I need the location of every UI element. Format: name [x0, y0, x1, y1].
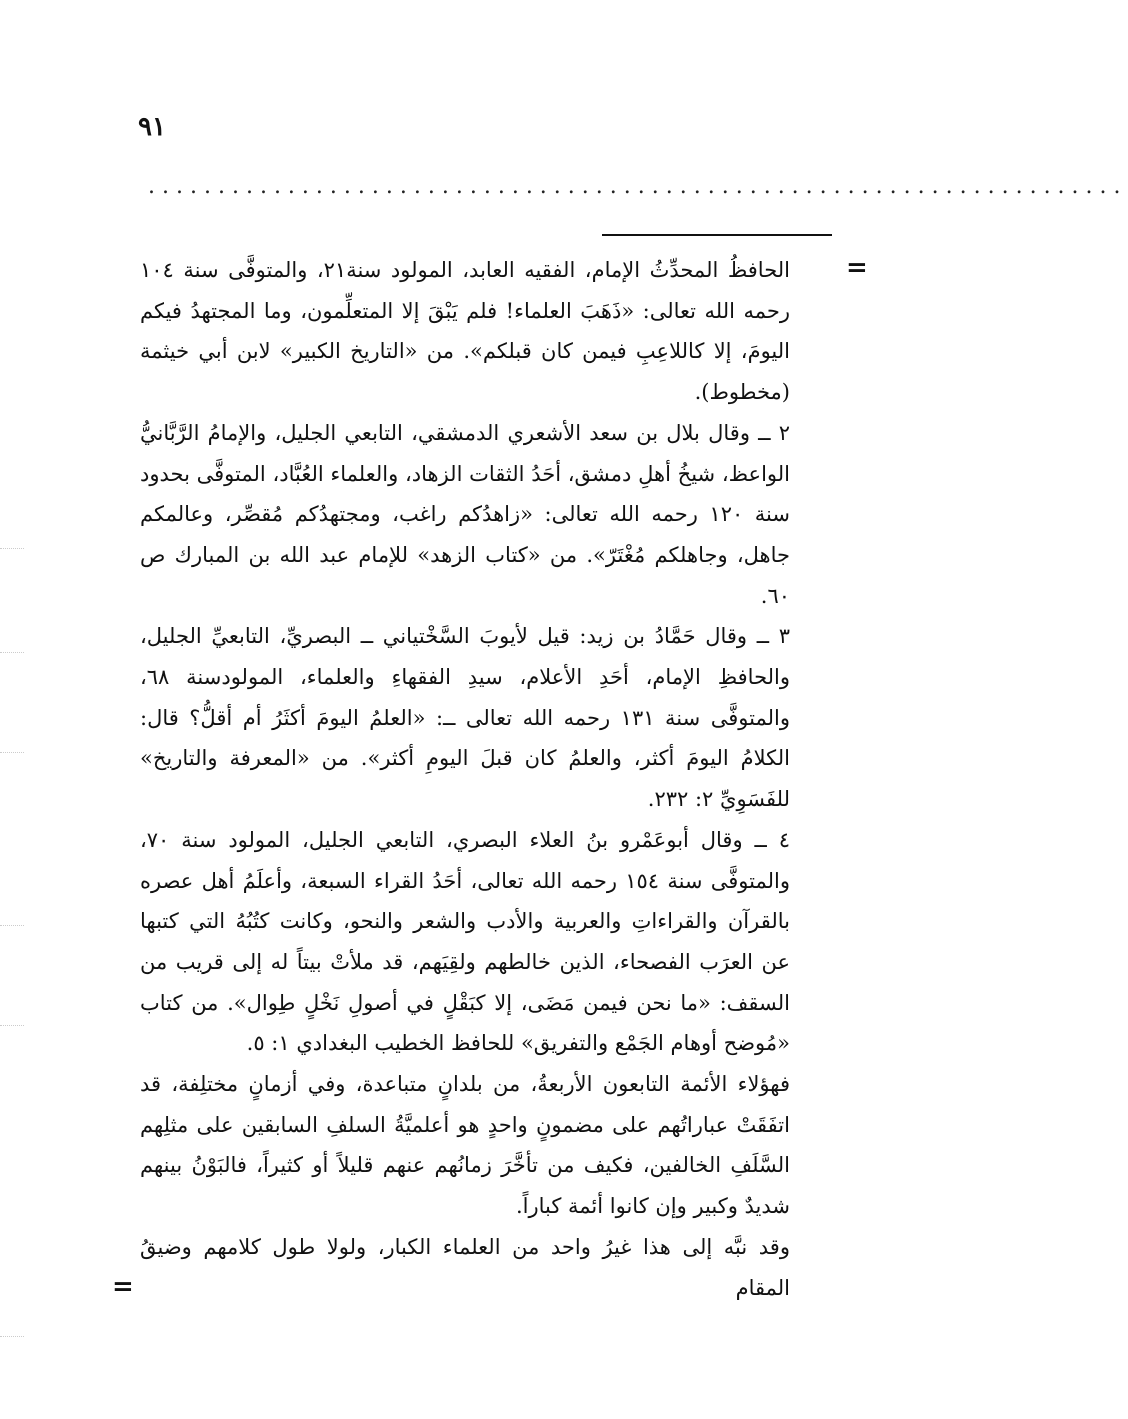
paragraph-2: ٢ ــ وقال بلال بن سعد الأشعري الدمشقي، التابعي الجليل، والإمامُ الرَّبَّانيُّ الواعظ، شيخُ أهلِ دمشق، أحَدُ الثقات الزهاد، والعلماء العُبَّاد، المتوفَّى بحدود سنة ١٢٠ رحمه الله تعالى: «زاهدُكم راغب، ومجتهدُكم مُقصِّر، وعالمكم جاهل، وجاهلكم مُغْتَرّ». من «كتاب الزهد» للإمام عبد الله بن المبارك ص ٦٠. [140, 420, 790, 608]
paragraph-4: ٤ ــ وقال أبوعَمْرو بنُ العلاء البصري، التابعي الجليل، المولود سنة ٧٠، والمتوفَّى سنة ١٥٤ رحمه الله تعالى، أحَدُ القراء السبعة، وأعلَمُ أهل عصره بالقرآن والقراءاتِ والعربية والأدب والشعر والنحو، وكانت كتُبُهُ التي كتبها عن العرَب الفصحاء، الذين خالطهم ولقِيَهم، قد ملأتْ بيتاً له إلى قريب من السقف: «ما نحن فيمن مَضَى، إلا كبَقْلٍ في أصولِ نَخْلٍ طِوال». من كتاب «مُوضح أوهام الجَمْع والتفريق» للحافظ الخطيب البغدادي ١: ٥. [140, 827, 790, 1056]
continuation-mark-bottom: = [112, 1272, 134, 1302]
margin-mark [0, 1025, 24, 1026]
paragraph-6: وقد نبَّه إلى هذا غيرُ واحد من العلماء الكبار، ولولا طول كلامهم وضيقُ المقام [140, 1234, 790, 1300]
margin-mark [0, 652, 24, 653]
margin-mark [0, 1336, 24, 1337]
margin-mark [0, 548, 24, 549]
paragraph-5: فهؤلاء الأئمة التابعون الأربعةُ، من بلدانٍ متباعدة، وفي أزمانٍ مختلِفة، قد اتفَقَتْ عباراتُهم على مضمونٍ واحدٍ هو أعلميَّةُ السلفِ السابقين على مثلِهم السَّلَفِ الخالفين، فكيف من تأخَّرَ زمانُهم عنهم قليلاً أو كثيراً، فالبَوْنُ بينهم شديدٌ وكبير وإن كانوا أئمة كباراً. [140, 1072, 790, 1219]
page-number: ٩١ [138, 112, 166, 142]
margin-mark [0, 752, 24, 753]
main-text [140, 250, 790, 1308]
dotted-separator: ...................................................................... [148, 174, 1128, 199]
continuation-mark-top: = [846, 253, 868, 283]
paragraph-1: الحافظُ المحدِّثُ الإمام، الفقيه العابد، المولود سنة٢١، والمتوفَّى سنة ١٠٤ رحمه الله تعالى: «ذَهَبَ العلماء! فلم يَبْقَ إلا المتعلِّمون، وما المجتهدُ فيكم اليومَ، إلا كاللاعِبِ فيمن كان قبلكم». من «التاريخ الكبير» لابن أبي خيثمة (مخطوط). [140, 258, 790, 405]
margin-mark [0, 925, 24, 926]
footnote-rule [602, 234, 832, 236]
paragraph-3: ٣ ــ وقال حَمَّادُ بن زيد: قيل لأيوبَ السَّخْتياني ــ البصريِّ، التابعيِّ الجليل، والحافظِ الإمام، أحَدِ الأعلام، سيدِ الفقهاءِ والعلماء، المولودسنة ٦٨، والمتوفَّى سنة ١٣١ رحمه الله تعالى ــ: «العلمُ اليومَ أكثَرُ أم أقلُّ؟ قال: الكلامُ اليومَ أكثر، والعلمُ كان قبلَ اليومِ أكثر». من «المعرفة والتاريخ» للفَسَوِيِّ ٢: ٢٣٢. [140, 624, 790, 812]
